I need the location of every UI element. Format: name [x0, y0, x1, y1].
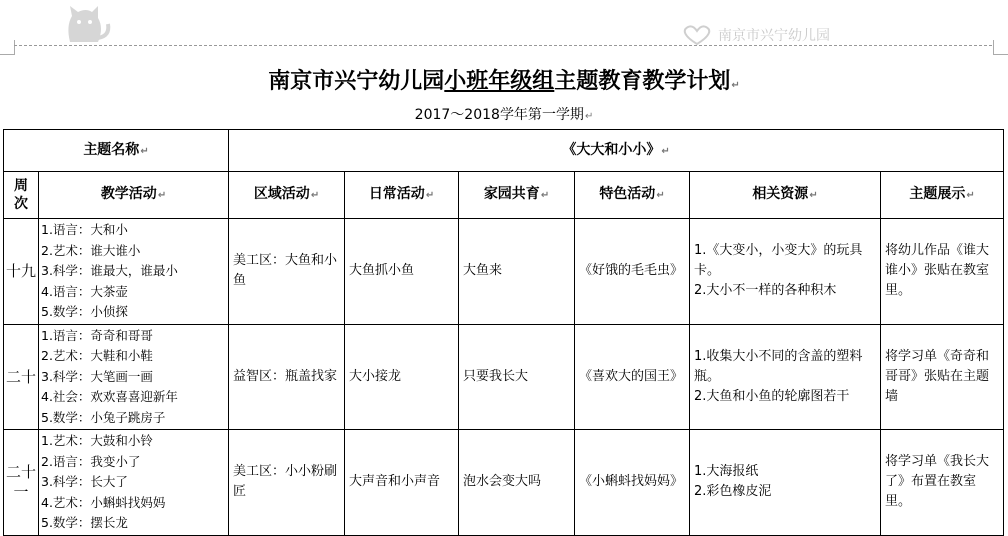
- display-cell: 将学习单《奇奇和哥哥》张贴在主题墙: [881, 324, 1004, 430]
- daily-cell: 大声音和小声音: [345, 430, 459, 536]
- teaching-cell: 1.语言：奇奇和哥哥 2.艺术：大鞋和小鞋 3.科学：大笔画一画 4.社会：欢欢喜喜迎新年 5.数学：小兔子跳房子: [39, 324, 229, 430]
- column-header-row: [4, 172, 1004, 219]
- area-cell: 美工区：小小粉刷匠: [229, 430, 345, 536]
- theme-label-cell: 主题名称↵: [4, 130, 229, 172]
- col-daily: 日常活动↵: [345, 172, 459, 219]
- school-logo: [680, 24, 870, 46]
- display-cell: 将学习单《我长大了》布置在教室里。: [881, 430, 1004, 536]
- plan-table: [3, 129, 1004, 536]
- area-cell: 益智区：瓶盖找家: [229, 324, 345, 430]
- col-special: 特色活动↵: [575, 172, 690, 219]
- school-year: 2017～2018学年第一学期↵: [414, 107, 594, 123]
- col-week: 周次: [4, 172, 39, 219]
- daily-cell: 大鱼抓小鱼: [345, 219, 459, 325]
- week-cell: 二十一: [4, 430, 39, 536]
- cat-icon: [62, 2, 114, 46]
- daily-cell: 大小接龙: [345, 324, 459, 430]
- resources-cell: 1.《大变小，小变大》的玩具卡。 2.大小不一样的各种积木: [690, 219, 881, 325]
- resources-cell: 1.大海报纸 2.彩色橡皮泥: [690, 430, 881, 536]
- home-cell: 大鱼来: [459, 219, 575, 325]
- col-resources: 相关资源↵: [690, 172, 881, 219]
- heart-icon: [680, 24, 714, 46]
- table-row: [4, 219, 1004, 325]
- special-cell: 《小蝌蚪找妈妈》: [575, 430, 690, 536]
- table-row: [4, 324, 1004, 430]
- page-corner-left: [0, 40, 15, 55]
- resources-cell: 1.收集大小不同的含盖的塑料瓶。 2.大鱼和小鱼的轮廓图若干: [690, 324, 881, 430]
- home-cell: 只要我长大: [459, 324, 575, 430]
- week-cell: 十九: [4, 219, 39, 325]
- page-corner-right: [993, 40, 1008, 55]
- logo-text: 南京市兴宁幼儿园: [718, 28, 830, 44]
- home-cell: 泡水会变大吗: [459, 430, 575, 536]
- week-cell: 二十: [4, 324, 39, 430]
- special-cell: 《喜欢大的国王》: [575, 324, 690, 430]
- table-row: [4, 430, 1004, 536]
- teaching-cell: 1.艺术：大鼓和小铃 2.语言：我变小了 3.科学：长大了 4.艺术：小蝌蚪找妈妈 5.数学：摆长龙: [39, 430, 229, 536]
- col-home: 家园共育↵: [459, 172, 575, 219]
- theme-name-cell: 《大大和小小》↵: [229, 130, 1004, 172]
- page-title: 南京市兴宁幼儿园小班年级组主题教育教学计划↵: [268, 69, 740, 94]
- area-cell: 美工区：大鱼和小鱼: [229, 219, 345, 325]
- special-cell: 《好饿的毛毛虫》: [575, 219, 690, 325]
- col-teaching: 教学活动↵: [39, 172, 229, 219]
- display-cell: 将幼儿作品《谁大谁小》张贴在教室里。: [881, 219, 1004, 325]
- col-area: 区域活动↵: [229, 172, 345, 219]
- teaching-cell: 1.语言：大和小 2.艺术：谁大谁小 3.科学：谁最大，谁最小 4.语言：大茶壶 5.数学：小侦探: [39, 219, 229, 325]
- col-display: 主题展示↵: [881, 172, 1004, 219]
